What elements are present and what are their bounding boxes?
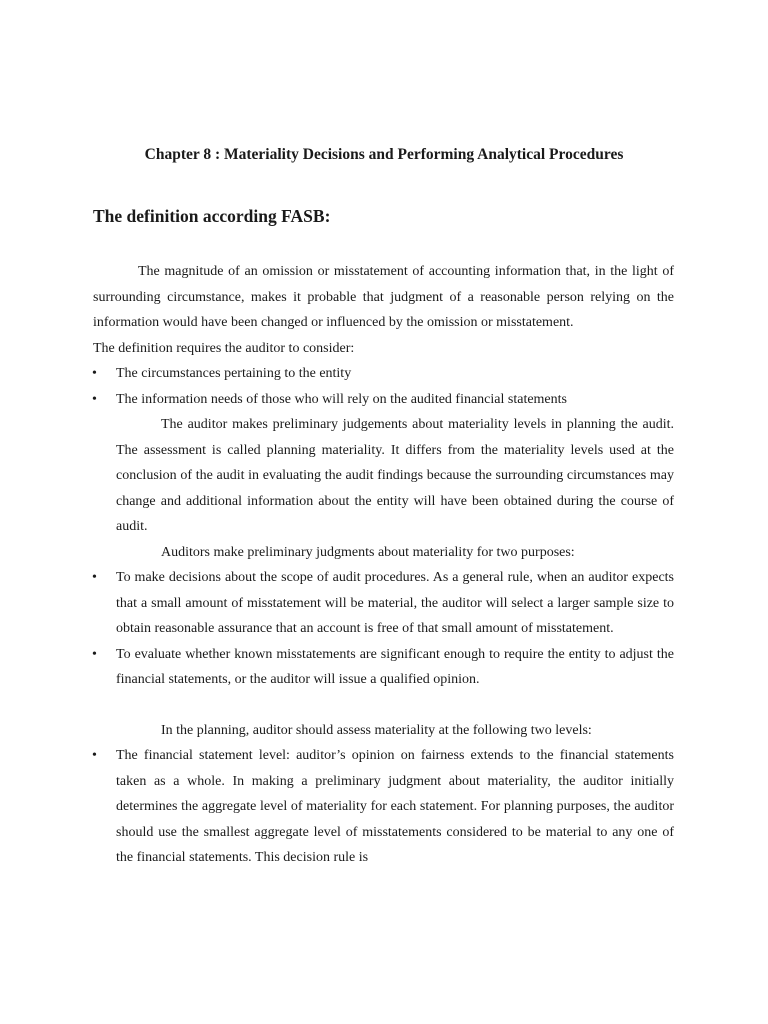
list-item: • The information needs of those who will rely on the audited financial statements: [93, 387, 674, 413]
purposes-list: [93, 565, 674, 693]
preliminary-paragraph: The auditor makes preliminary judgements about materiality levels in planning the audit. The assessment is called planning materiality. It differs from the materiality levels used at the conclusion of the audit in evaluating the audit findings because the surrounding circumstances may change and additional information about the entity will have been obtained during the course of audit.: [116, 417, 674, 534]
levels-paragraph: In the planning, auditor should assess materiality at the following two levels:: [161, 722, 592, 738]
definition-paragraph: The magnitude of an omission or misstatement of accounting information that, in the light of surrounding circumstance, makes it probable that judgment of a reasonable person relying on the information would have been changed or influenced by the omission or misstatement.: [93, 264, 674, 330]
consider-list: [93, 361, 674, 412]
body-text: [93, 259, 674, 871]
list-item: • To evaluate whether known misstatements are significant enough to require the entity to adjust the financial statements, or the auditor will issue a qualified opinion.: [93, 642, 674, 693]
purposes-paragraph: Auditors make preliminary judgments about materiality for two purposes:: [161, 544, 575, 560]
list-item: • The financial statement level: auditor’s opinion on fairness extends to the financial statements taken as a whole. In making a preliminary judgment about materiality, the auditor initially determines the aggregate level of materiality for each statement. For planning purposes, the auditor should use the smallest aggregate level of misstatements considered to be material to any one of the financial statements. This decision rule is: [93, 743, 674, 871]
section-heading: The definition according FASB:: [93, 206, 331, 226]
levels-list: [93, 743, 674, 871]
spacer: [93, 693, 674, 718]
chapter-title: Chapter 8 : Materiality Decisions and Performing Analytical Procedures: [144, 146, 624, 163]
list-item: • To make decisions about the scope of audit procedures. As a general rule, when an auditor expects that a small amount of misstatement will be material, the auditor will select a larger sample size to obtain reasonable assurance that an account is free of that small amount of misstatement.: [93, 565, 674, 642]
requires-paragraph: The definition requires the auditor to consider:: [93, 340, 355, 356]
list-item: • The circumstances pertaining to the entity: [93, 361, 674, 387]
